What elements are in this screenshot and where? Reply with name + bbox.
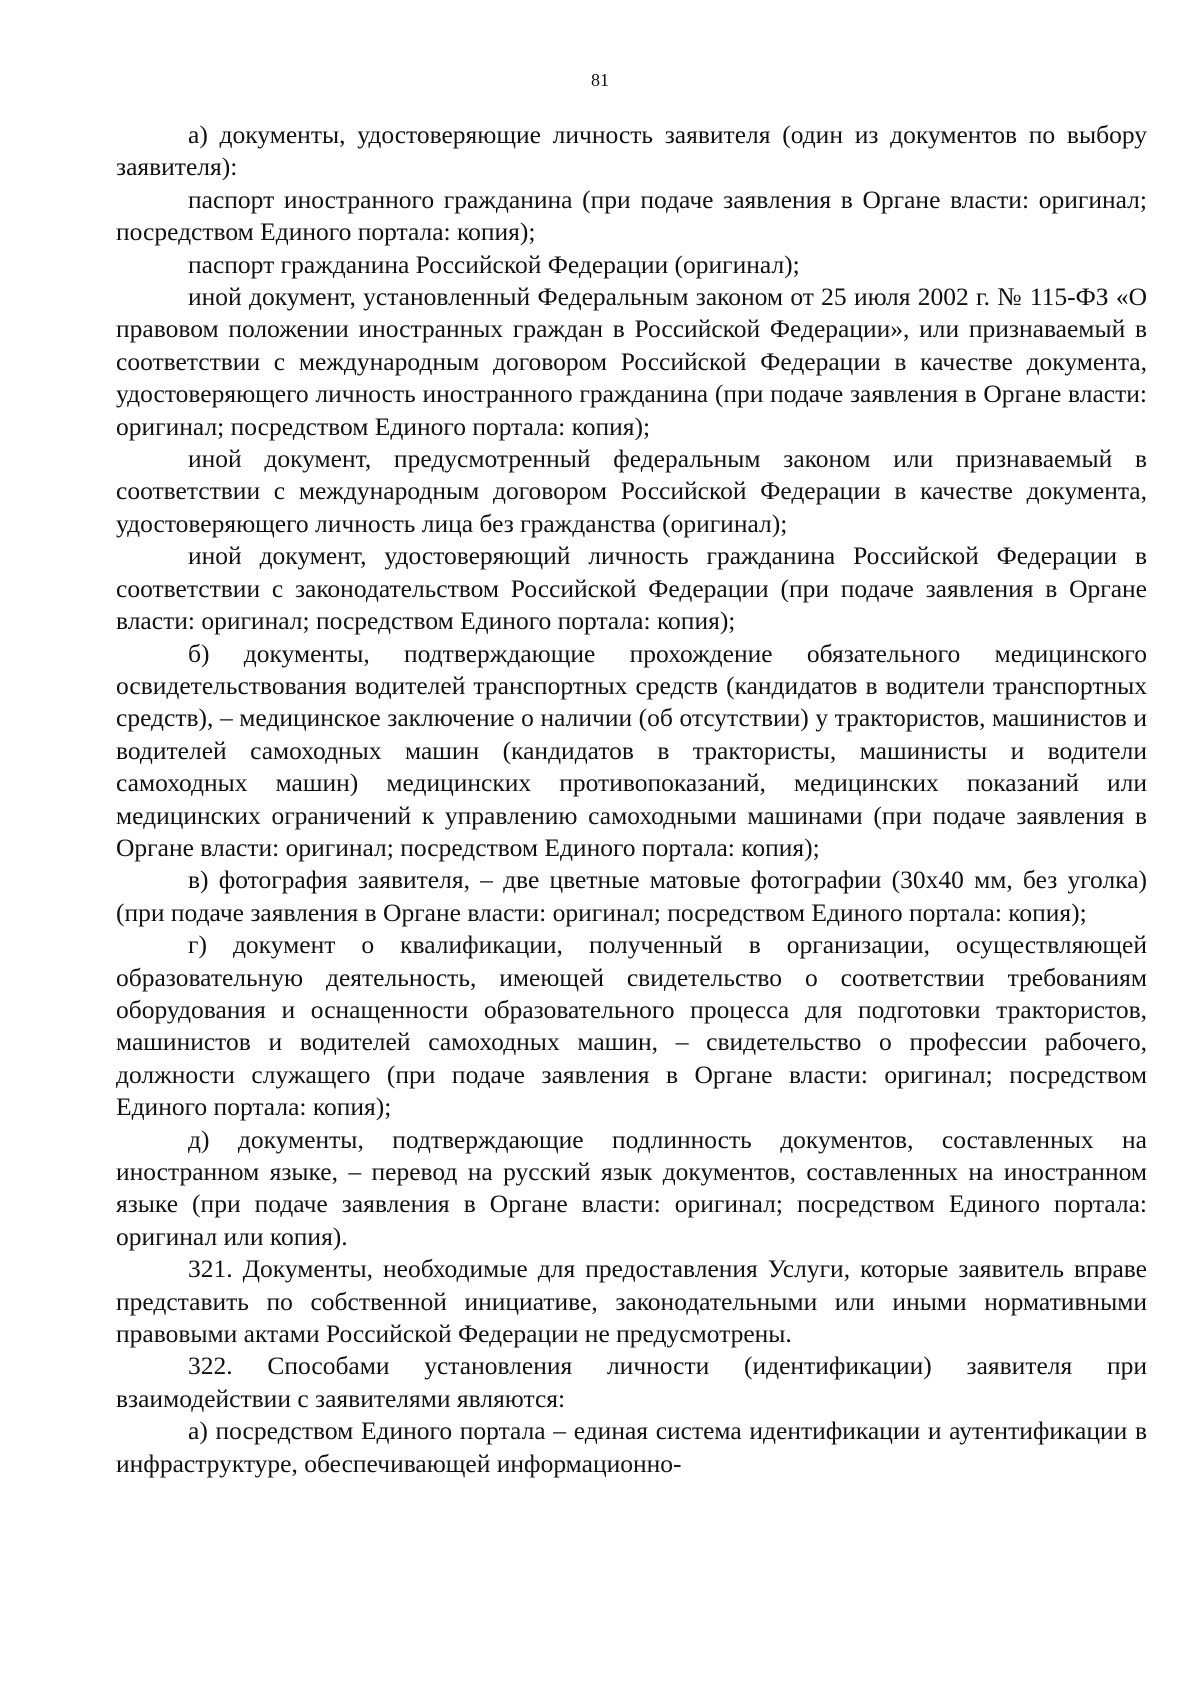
paragraph: б) документы, подтверждающие прохождение обязательного медицинского освидетельствования водителей транспортных средств (кандидатов в водители транспортных средств), – медицинское заключение о наличии (об отсутствии) у трактористов, машинистов и водителей самоходных машин (кандидатов в трактористы, машинисты и водители самоходных машин) медицинских противопоказаний, медицинских показаний или медицинских ограничений к управлению самоходными машинами (при подаче заявления в Органе власти: оригинал; посредством Единого портала: копия); <box>116 638 1147 862</box>
page-number: 81 <box>591 70 609 90</box>
paragraph: иной документ, установленный Федеральным законом от 25 июля 2002 г. № 115-ФЗ «О правовом положении иностранных граждан в Российской Федерации», или признаваемый в соответствии с международным договором Российской Федерации в качестве документа, удостоверяющего личность иностранного гражданина (при подаче заявления в Органе власти: оригинал; посредством Единого портала: копия); <box>116 282 1147 441</box>
paragraph: г) документ о квалификации, полученный в организации, осуществляющей образовательную деятельность, имеющей свидетельство о соответствии требованиям оборудования и оснащенности образовательного процесса для подготовки трактористов, машинистов и водителей самоходных машин, – свидетельство о профессии рабочего, должности служащего (при подаче заявления в Органе власти: оригинал; посредством Единого портала: копия); <box>116 930 1147 1122</box>
paragraph: иной документ, предусмотренный федеральным законом или признаваемый в соответствии с международным договором Российской Федерации в качестве документа, удостоверяющего личность лица без гражданства (оригинал); <box>116 444 1147 538</box>
paragraph: иной документ, удостоверяющий личность гражданина Российской Федерации в соответствии с законодательством Российской Федерации (при подаче заявления в Органе власти: оригинал; посредством Единого портала: копия); <box>116 541 1147 636</box>
paragraph: паспорт иностранного гражданина (при подаче заявления в Органе власти: оригинал; посредством Единого портала: копия); <box>116 184 1147 247</box>
paragraph: 322. Способами установления личности (идентификации) заявителя при взаимодействии с заявителями являются: <box>116 1351 1147 1413</box>
document-body <box>116 119 1147 1480</box>
paragraph: в) фотография заявителя, – две цветные матовые фотографии (30х40 мм, без уголка) (при подаче заявления в Органе власти: оригинал; посредством Единого портала: копия); <box>116 865 1147 927</box>
paragraph: а) посредством Единого портала – единая система идентификации и аутентификации в инфраструктуре, обеспечивающей информационно- <box>116 1416 1147 1478</box>
paragraph: а) документы, удостоверяющие личность заявителя (один из документов по выбору заявителя): <box>116 120 1147 182</box>
paragraph: 321. Документы, необходимые для предоставления Услуги, которые заявитель вправе представить по собственной инициативе, законодательными или иными нормативными правовыми актами Российской Федерации не предусмотрены. <box>116 1254 1147 1349</box>
paragraph: паспорт гражданина Российской Федерации (оригинал); <box>188 249 800 279</box>
paragraph: д) документы, подтверждающие подлинность документов, составленных на иностранном языке, – перевод на русский язык документов, составленных на иностранном языке (при подаче заявления в Органе власти: оригинал; посредством Единого портала: оригинал или копия). <box>116 1124 1147 1251</box>
